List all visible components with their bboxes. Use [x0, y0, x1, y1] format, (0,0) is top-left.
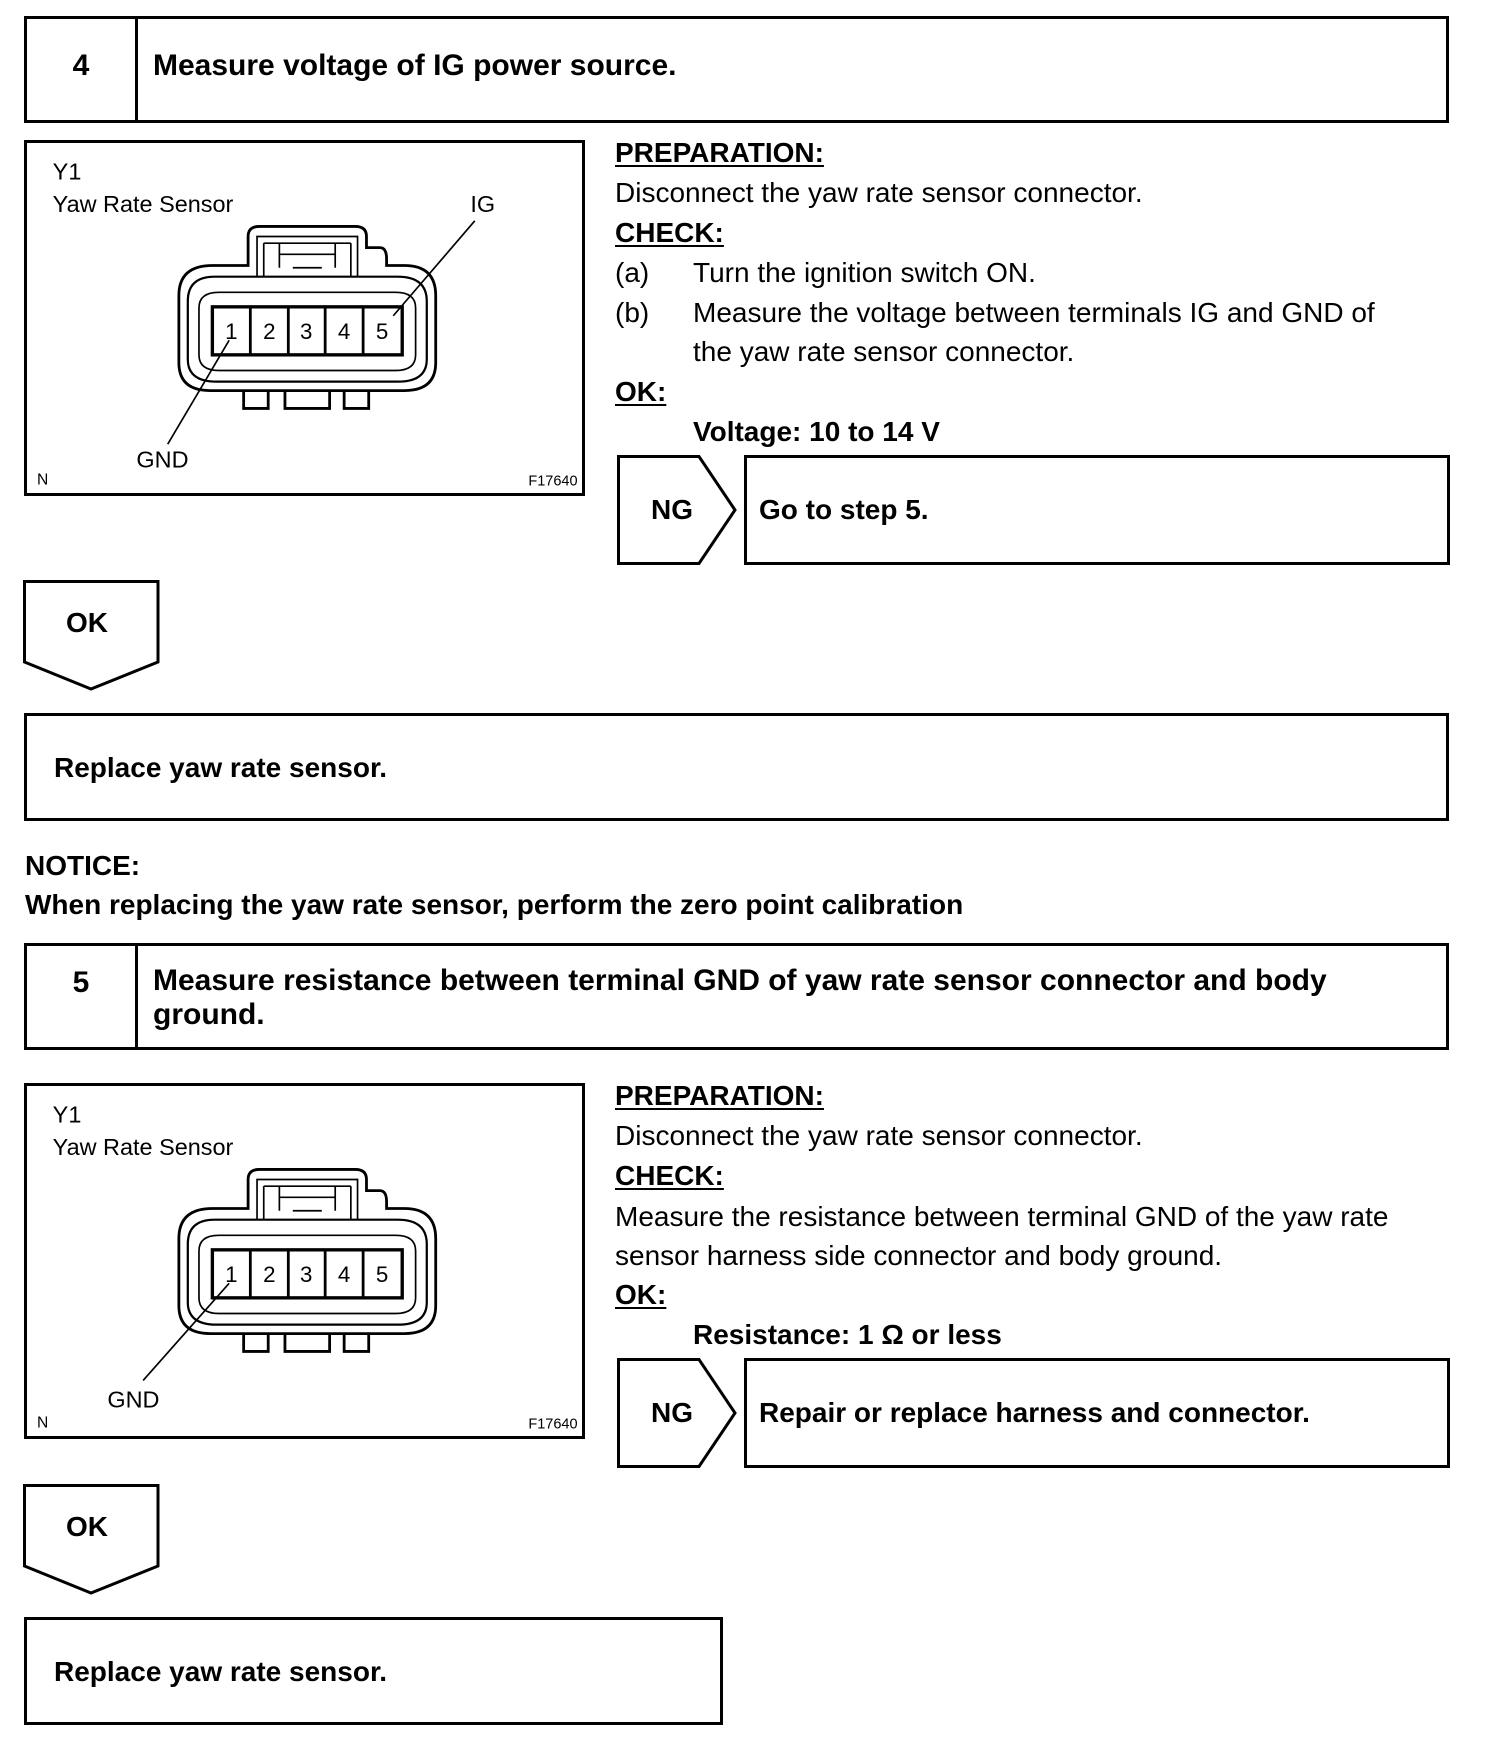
check-item-text: Turn the ignition switch ON.: [693, 257, 1036, 288]
step-4-header: [24, 16, 1449, 123]
terminal-4: 4: [337, 319, 351, 345]
ng-label: NG: [651, 1397, 693, 1428]
ok-action: Replace yaw rate sensor.: [54, 1656, 388, 1687]
ng-action: Repair or replace harness and connector.: [759, 1397, 1310, 1428]
check-item-marker: (a): [615, 257, 650, 288]
connector-name: Yaw Rate Sensor: [52, 1133, 234, 1160]
terminal-2: 2: [263, 1262, 276, 1288]
ok-action-box: [24, 1617, 723, 1725]
check-item-marker: (b): [615, 297, 650, 328]
preparation-label: PREPARATION:: [615, 137, 824, 168]
preparation-text: Disconnect the yaw rate sensor connector.: [615, 177, 1143, 208]
corner-label: N: [37, 1414, 49, 1432]
preparation-label: PREPARATION:: [615, 1080, 824, 1111]
preparation-text: Disconnect the yaw rate sensor connector.: [615, 1120, 1143, 1151]
connector-code: Y1: [52, 1101, 82, 1128]
gnd-label: GND: [136, 446, 189, 473]
terminal-3: 3: [299, 319, 313, 345]
terminal-2: 2: [263, 319, 276, 345]
connector-diagram: [24, 140, 585, 496]
check-item-text-cont: the yaw rate sensor connector.: [693, 336, 1075, 367]
ok-action-box: [24, 713, 1449, 821]
ng-action: Go to step 5.: [759, 494, 929, 525]
ok-action: Replace yaw rate sensor.: [54, 752, 388, 783]
ng-label: NG: [651, 494, 693, 525]
ok-arrow-label: OK: [66, 607, 108, 638]
ig-label: IG: [470, 190, 496, 217]
check-text-cont: sensor harness side connector and body ground.: [615, 1240, 1223, 1271]
terminal-1: 1: [225, 1262, 238, 1288]
connector-name: Yaw Rate Sensor: [52, 190, 234, 217]
figure-id: F17640: [528, 473, 578, 490]
terminal-1: 1: [225, 319, 238, 345]
yaw-rate-sensor-connector-drawing: [27, 143, 582, 493]
terminal-4: 4: [337, 1262, 351, 1288]
ok-spec: Voltage: 10 to 14 V: [693, 416, 940, 447]
ng-action-box: [744, 455, 1450, 565]
ok-spec: Resistance: 1 Ω or less: [693, 1319, 1002, 1350]
step-title: Measure resistance between terminal GND of yaw rate sensor connector and body ground.: [153, 964, 1327, 1031]
check-label: CHECK:: [615, 1160, 724, 1191]
ok-arrow-label: OK: [66, 1511, 108, 1542]
terminal-5: 5: [375, 319, 389, 345]
gnd-label: GND: [107, 1386, 160, 1413]
check-text: Measure the resistance between terminal GND of the yaw rate: [615, 1201, 1389, 1232]
ok-label: OK:: [615, 1279, 667, 1310]
step-5-header: [24, 943, 1449, 1050]
connector-code: Y1: [52, 158, 82, 185]
yaw-rate-sensor-connector-drawing: [27, 1086, 582, 1436]
check-label: CHECK:: [615, 217, 724, 248]
ok-label: OK:: [615, 376, 667, 407]
terminal-5: 5: [375, 1262, 389, 1288]
step-title: Measure voltage of IG power source.: [153, 49, 677, 82]
terminal-3: 3: [299, 1262, 313, 1288]
check-item-text: Measure the voltage between terminals IG and GND of: [693, 297, 1375, 328]
connector-diagram: [24, 1083, 585, 1439]
step-number: 4: [27, 19, 138, 120]
figure-id: F17640: [528, 1416, 578, 1433]
ng-action-box: [744, 1358, 1450, 1468]
notice-text: When replacing the yaw rate sensor, perform the zero point calibration: [25, 889, 964, 920]
step-number: 5: [27, 946, 138, 1047]
corner-label: N: [37, 471, 49, 489]
notice-label: NOTICE:: [25, 850, 141, 881]
